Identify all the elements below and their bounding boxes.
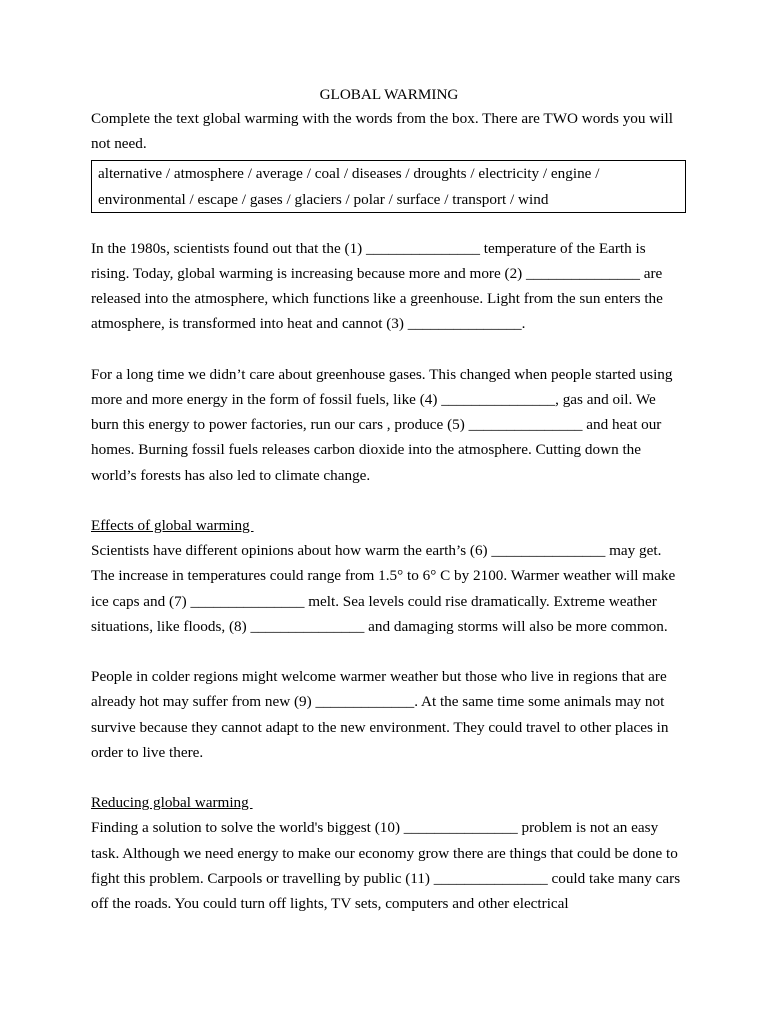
word-box-line-2: environmental / escape / gases / glaciers / polar / surface / transport / wind [98,190,549,208]
paragraph-2: For a long time we didn’t care about greenhouse gases. This changed when people started using more and more energy in the form of fossil fuels, like (4) _______________, gas and oil. We burn this energy to power factories, run our cars , produce (5) _______________ and heat our homes. Burning fossil fuels releases carbon dioxide into the atmosphere. Cutting down the world’s forests has also led to climate change. [91,365,673,484]
paragraph-1: In the 1980s, scientists found out that the (1) _______________ temperature of the Earth is rising. Today, global warming is increasing because more and more (2) _______________ are released into the atmosphere, which functions like a greenhouse. Light from the sun enters the atmosphere, is transformed into heat and cannot (3) _______________. [91,239,663,333]
paragraph-4: People in colder regions might welcome warmer weather but those who live in regions that are already hot may suffer from new (9) _____________. At the same time some animals may not survive because they cannot adapt to the new environment. They could travel to other places in order to live there. [91,668,669,761]
heading-effects: Effects of global warming [91,517,254,535]
paragraph-3: Scientists have different opinions about how warm the earth’s (6) _______________ may get. The increase in temperatures could range from 1.5° to 6° C by 2100. Warmer weather will make ice caps and (7) _______________ melt. Sea levels could rise dramatically. Extreme weather situations, like floods, (8) _______________ and damaging storms will also be more common. [91,542,676,635]
word-box-line-1: alternative / atmosphere / average / coal / diseases / droughts / electricity / engine / [98,165,600,183]
document-page [91,84,687,916]
heading-reducing: Reducing global warming [91,794,253,812]
instructions-text: Complete the text global warming with the words from the box. There are TWO words you will not need. [91,110,673,153]
paragraph-5: Finding a solution to solve the world's biggest (10) _______________ problem is not an easy task. Although we need energy to make our economy grow there are things that could be done to fight this problem. Carpools or travelling by public (11) _______________ could take many cars off the roads. You could turn off lights, TV sets, computers and other electrical [91,819,681,913]
page-title: GLOBAL WARMING [319,86,459,103]
word-box [91,160,686,212]
